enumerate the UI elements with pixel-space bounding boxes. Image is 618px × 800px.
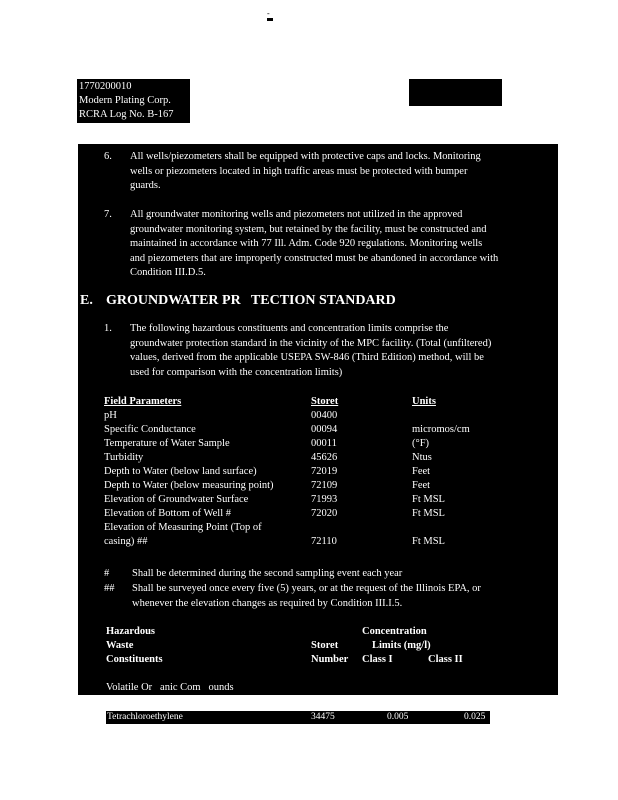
header-line-id: 1770200010 [79, 81, 132, 92]
field-table-cell-storet: 00400 [311, 410, 338, 421]
field-table-header-storet: Storet [311, 396, 339, 407]
item-7-number: 7. [104, 209, 112, 220]
field-table-cell-parameter: Depth to Water (below land surface) [104, 466, 257, 477]
item-7-line: and piezometers that are improperly constructed must be abandoned in accordance with [130, 252, 499, 264]
field-table-cell-parameter: casing) ## [104, 536, 148, 547]
haz-header-number: Number [311, 654, 349, 665]
section-title: GROUNDWATER PR TECTION STANDARD [106, 293, 396, 308]
item-7-line: maintained in accordance with 77 Ill. Adm. Code 920 regulations. Monitoring wells [130, 238, 483, 250]
field-table-cell-storet: 00094 [311, 424, 338, 435]
item-7-line: Condition III.D.5. [130, 267, 206, 279]
note-2-text [132, 582, 481, 611]
item-7-text [130, 208, 498, 281]
section-item-1-number: 1. [104, 323, 112, 334]
note-2-line: whenever the elevation changes as required by Condition III.I.5. [132, 597, 403, 609]
field-table-cell-units: Feet [412, 480, 431, 491]
item-6-line: guards. [130, 180, 161, 192]
field-table-cell-storet: 72110 [311, 536, 337, 547]
field-table-cell-parameter: Elevation of Bottom of Well # [104, 508, 231, 519]
header-line-log: RCRA Log No. B-167 [79, 109, 174, 120]
field-table-cell-parameter: Elevation of Measuring Point (Top of [104, 522, 262, 533]
document-body [78, 144, 558, 695]
item-6-line: wells or piezometers located in high traffic areas must be protected with bumper [130, 165, 468, 177]
note-2-line: Shall be surveyed once every five (5) years, or at the request of the Illinois EPA, or [132, 583, 481, 594]
note-1-mark: # [104, 568, 110, 579]
section-item-1-line: values, derived from the applicable USEPA SW-846 (Third Edition) method, will be [130, 352, 484, 364]
haz-row-storet: 34475 [311, 712, 335, 722]
header-line-company: Modern Plating Corp. [79, 95, 171, 106]
header-block [77, 79, 190, 123]
field-table-cell-parameter: Elevation of Groundwater Surface [104, 494, 249, 505]
item-6-line: All wells/piezometers shall be equipped with protective caps and locks. Monitoring [130, 151, 481, 162]
field-table-cell-parameter: Temperature of Water Sample [104, 438, 230, 449]
haz-table-row [106, 711, 490, 724]
field-table-cell-units: micromos/cm [412, 424, 470, 435]
haz-header-hazardous: Hazardous [106, 626, 156, 637]
field-table-cell-parameter: Specific Conductance [104, 424, 196, 435]
section-item-1-line: used for comparison with the concentration limits) [130, 366, 343, 378]
haz-header-class-1: Class I [362, 654, 393, 665]
haz-header-concentration: Concentration [362, 626, 427, 637]
section-letter: E. [80, 293, 93, 308]
item-6-text [130, 150, 481, 194]
field-table-cell-units: Ft MSL [412, 508, 445, 519]
haz-row-class-1: 0.005 [387, 712, 409, 722]
note-2-mark: ## [104, 583, 115, 594]
top-mark [267, 18, 273, 21]
section-item-1-line: groundwater protection standard in the vicinity of the MPC facility. (Total (unfiltered) [130, 337, 492, 349]
haz-group-label: Volatile Or anic Com ounds [106, 682, 234, 693]
top-mark-text: - [267, 9, 270, 18]
field-table-cell-parameter: pH [104, 410, 117, 421]
field-table-cell-units: Ft MSL [412, 536, 445, 547]
haz-header-limits: Limits (mg/l) [372, 640, 431, 651]
item-6-number: 6. [104, 151, 112, 162]
field-table-header-parameter: Field Parameters [104, 396, 182, 407]
field-table-cell-storet: 72020 [311, 508, 338, 519]
haz-header-class-2: Class II [428, 654, 463, 665]
field-table-cell-storet: 00011 [311, 438, 337, 449]
field-table-cell-parameter: Depth to Water (below measuring point) [104, 480, 274, 491]
item-7-line: All groundwater monitoring wells and piezometers not utilized in the approved [130, 209, 463, 220]
field-table-cell-units: Ntus [412, 452, 432, 463]
field-table-cell-parameter: Turbidity [104, 452, 144, 463]
section-item-1-line: The following hazardous constituents and concentration limits comprise the [130, 323, 449, 334]
haz-row-name: Tetrachloroethylene [107, 712, 183, 722]
item-7-line: groundwater monitoring system, but retained by the facility, must be constructed and [130, 223, 487, 235]
field-table-cell-units: (°F) [412, 438, 430, 449]
haz-header-waste: Waste [106, 640, 134, 651]
field-table-cell-storet: 45626 [311, 452, 338, 463]
field-table-cell-storet: 72109 [311, 480, 338, 491]
field-table-header-units: Units [412, 396, 436, 407]
haz-header-storet: Storet [311, 640, 339, 651]
field-table-cell-units: Ft MSL [412, 494, 445, 505]
haz-header-constituents: Constituents [106, 654, 163, 665]
note-1-text: Shall be determined during the second sampling event each year [132, 568, 403, 579]
haz-row-class-2: 0.025 [464, 712, 486, 722]
redaction-box [409, 79, 502, 106]
field-table-cell-storet: 72019 [311, 466, 338, 477]
section-item-1-text [130, 322, 491, 380]
field-table-cell-units: Feet [412, 466, 431, 477]
field-table-cell-storet: 71993 [311, 494, 338, 505]
